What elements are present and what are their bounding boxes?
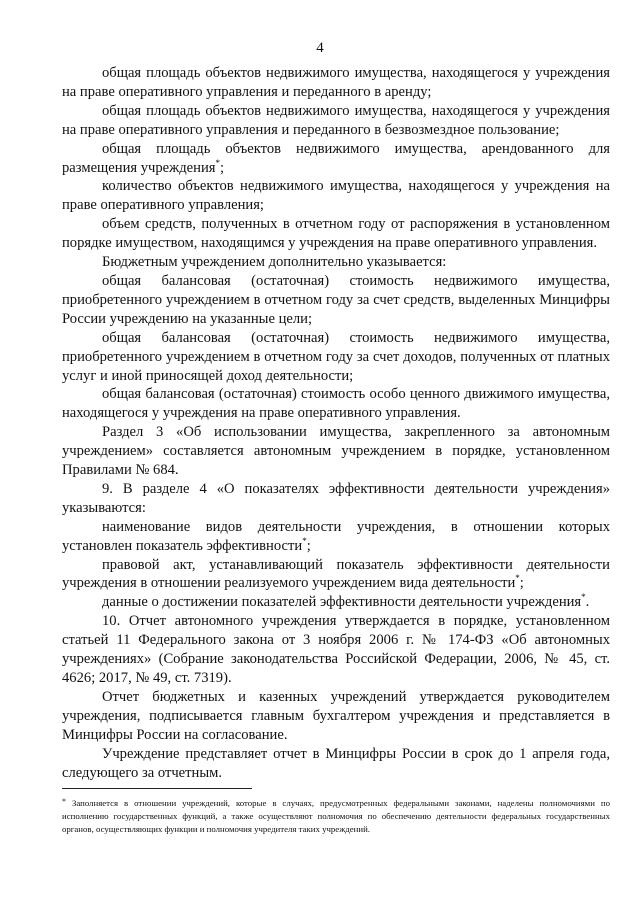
footnote-reference: * xyxy=(581,592,586,603)
paragraph: количество объектов недвижимого имущества, находящегося у учреждения на праве оперативного управления; xyxy=(62,178,610,214)
paragraph: Бюджетным учреждением дополнительно указывается: xyxy=(102,254,447,271)
footnote-reference: * xyxy=(302,535,307,546)
footnote xyxy=(62,797,610,837)
paragraph: общая площадь объектов недвижимого имущества, арендованного для размещения учреждения*; xyxy=(62,140,610,176)
paragraph: правовой акт, устанавливающий показатель эффективности деятельности учреждения в отношении реализуемого учреждением вида деятельности*; xyxy=(62,556,610,592)
paragraph: общая балансовая (остаточная) стоимость недвижимого имущества, приобретенного учреждением в отчетном году за счет средств, выделенных Минцифры России учреждению на указанные цели; xyxy=(62,272,610,327)
paragraph: 10. Отчет автономного учреждения утверждается в порядке, установленном статьей 11 Федерального закона от 3 ноября 2006 г. № 174-ФЗ «Об автономных учреждениях» (Собрание законодательства Российской Федерации, 2006, № 45, ст. 4626; 2017, № 49, ст. 7319). xyxy=(62,613,610,686)
paragraph: Учреждение представляет отчет в Минцифры России в срок до 1 апреля года, следующего за отчетным. xyxy=(62,745,610,781)
paragraph: общая балансовая (остаточная) стоимость недвижимого имущества, приобретенного учреждением в отчетном году за счет доходов, полученных от платных услуг и иной приносящей доход деятельности; xyxy=(62,329,610,384)
footnote-text: Заполняется в отношении учреждений, которые в случаях, предусмотренных федеральными законами, наделены полномочиями по исполнению государственных функций, а также осуществляют полномочия по обеспечению деятельности федеральных государственных органов, осуществляющих функции и полномочия учредителя таких учреждений. xyxy=(62,798,610,835)
footnote-mark: * xyxy=(62,797,66,806)
paragraph: Отчет бюджетных и казенных учреждений утверждается руководителем учреждения, подписывается главным бухгалтером учреждения и представляется в Минцифры России на согласование. xyxy=(62,688,610,743)
paragraph: Раздел 3 «Об использовании имущества, закрепленного за автономным учреждением» составляется автономным учреждением в порядке, установленном Правилами № 684. xyxy=(62,424,610,479)
paragraph: объем средств, полученных в отчетном году от распоряжения в установленном порядке имуществом, находящимся у учреждения на праве оперативного управления. xyxy=(62,216,610,252)
footnote-reference: * xyxy=(515,573,520,584)
paragraph: наименование видов деятельности учреждения, в отношении которых установлен показатель эффективности*; xyxy=(62,518,610,554)
page-number: 4 xyxy=(316,40,324,56)
paragraph: общая площадь объектов недвижимого имущества, находящегося у учреждения на праве оперативного управления и переданного в аренду; xyxy=(62,65,610,100)
paragraph: общая балансовая (остаточная) стоимость особо ценного движимого имущества, находящегося у учреждения на праве оперативного управления. xyxy=(62,386,610,422)
paragraph: общая площадь объектов недвижимого имущества, находящегося у учреждения на праве оперативного управления и переданного в безвозмездное пользование; xyxy=(62,102,610,138)
footnote-reference: * xyxy=(215,157,220,168)
paragraph: 9. В разделе 4 «О показателях эффективности деятельности учреждения» указываются: xyxy=(62,480,610,516)
footnote-divider xyxy=(62,788,252,789)
paragraph: данные о достижении показателей эффективности деятельности учреждения*. xyxy=(102,592,590,611)
body-text xyxy=(62,64,610,782)
